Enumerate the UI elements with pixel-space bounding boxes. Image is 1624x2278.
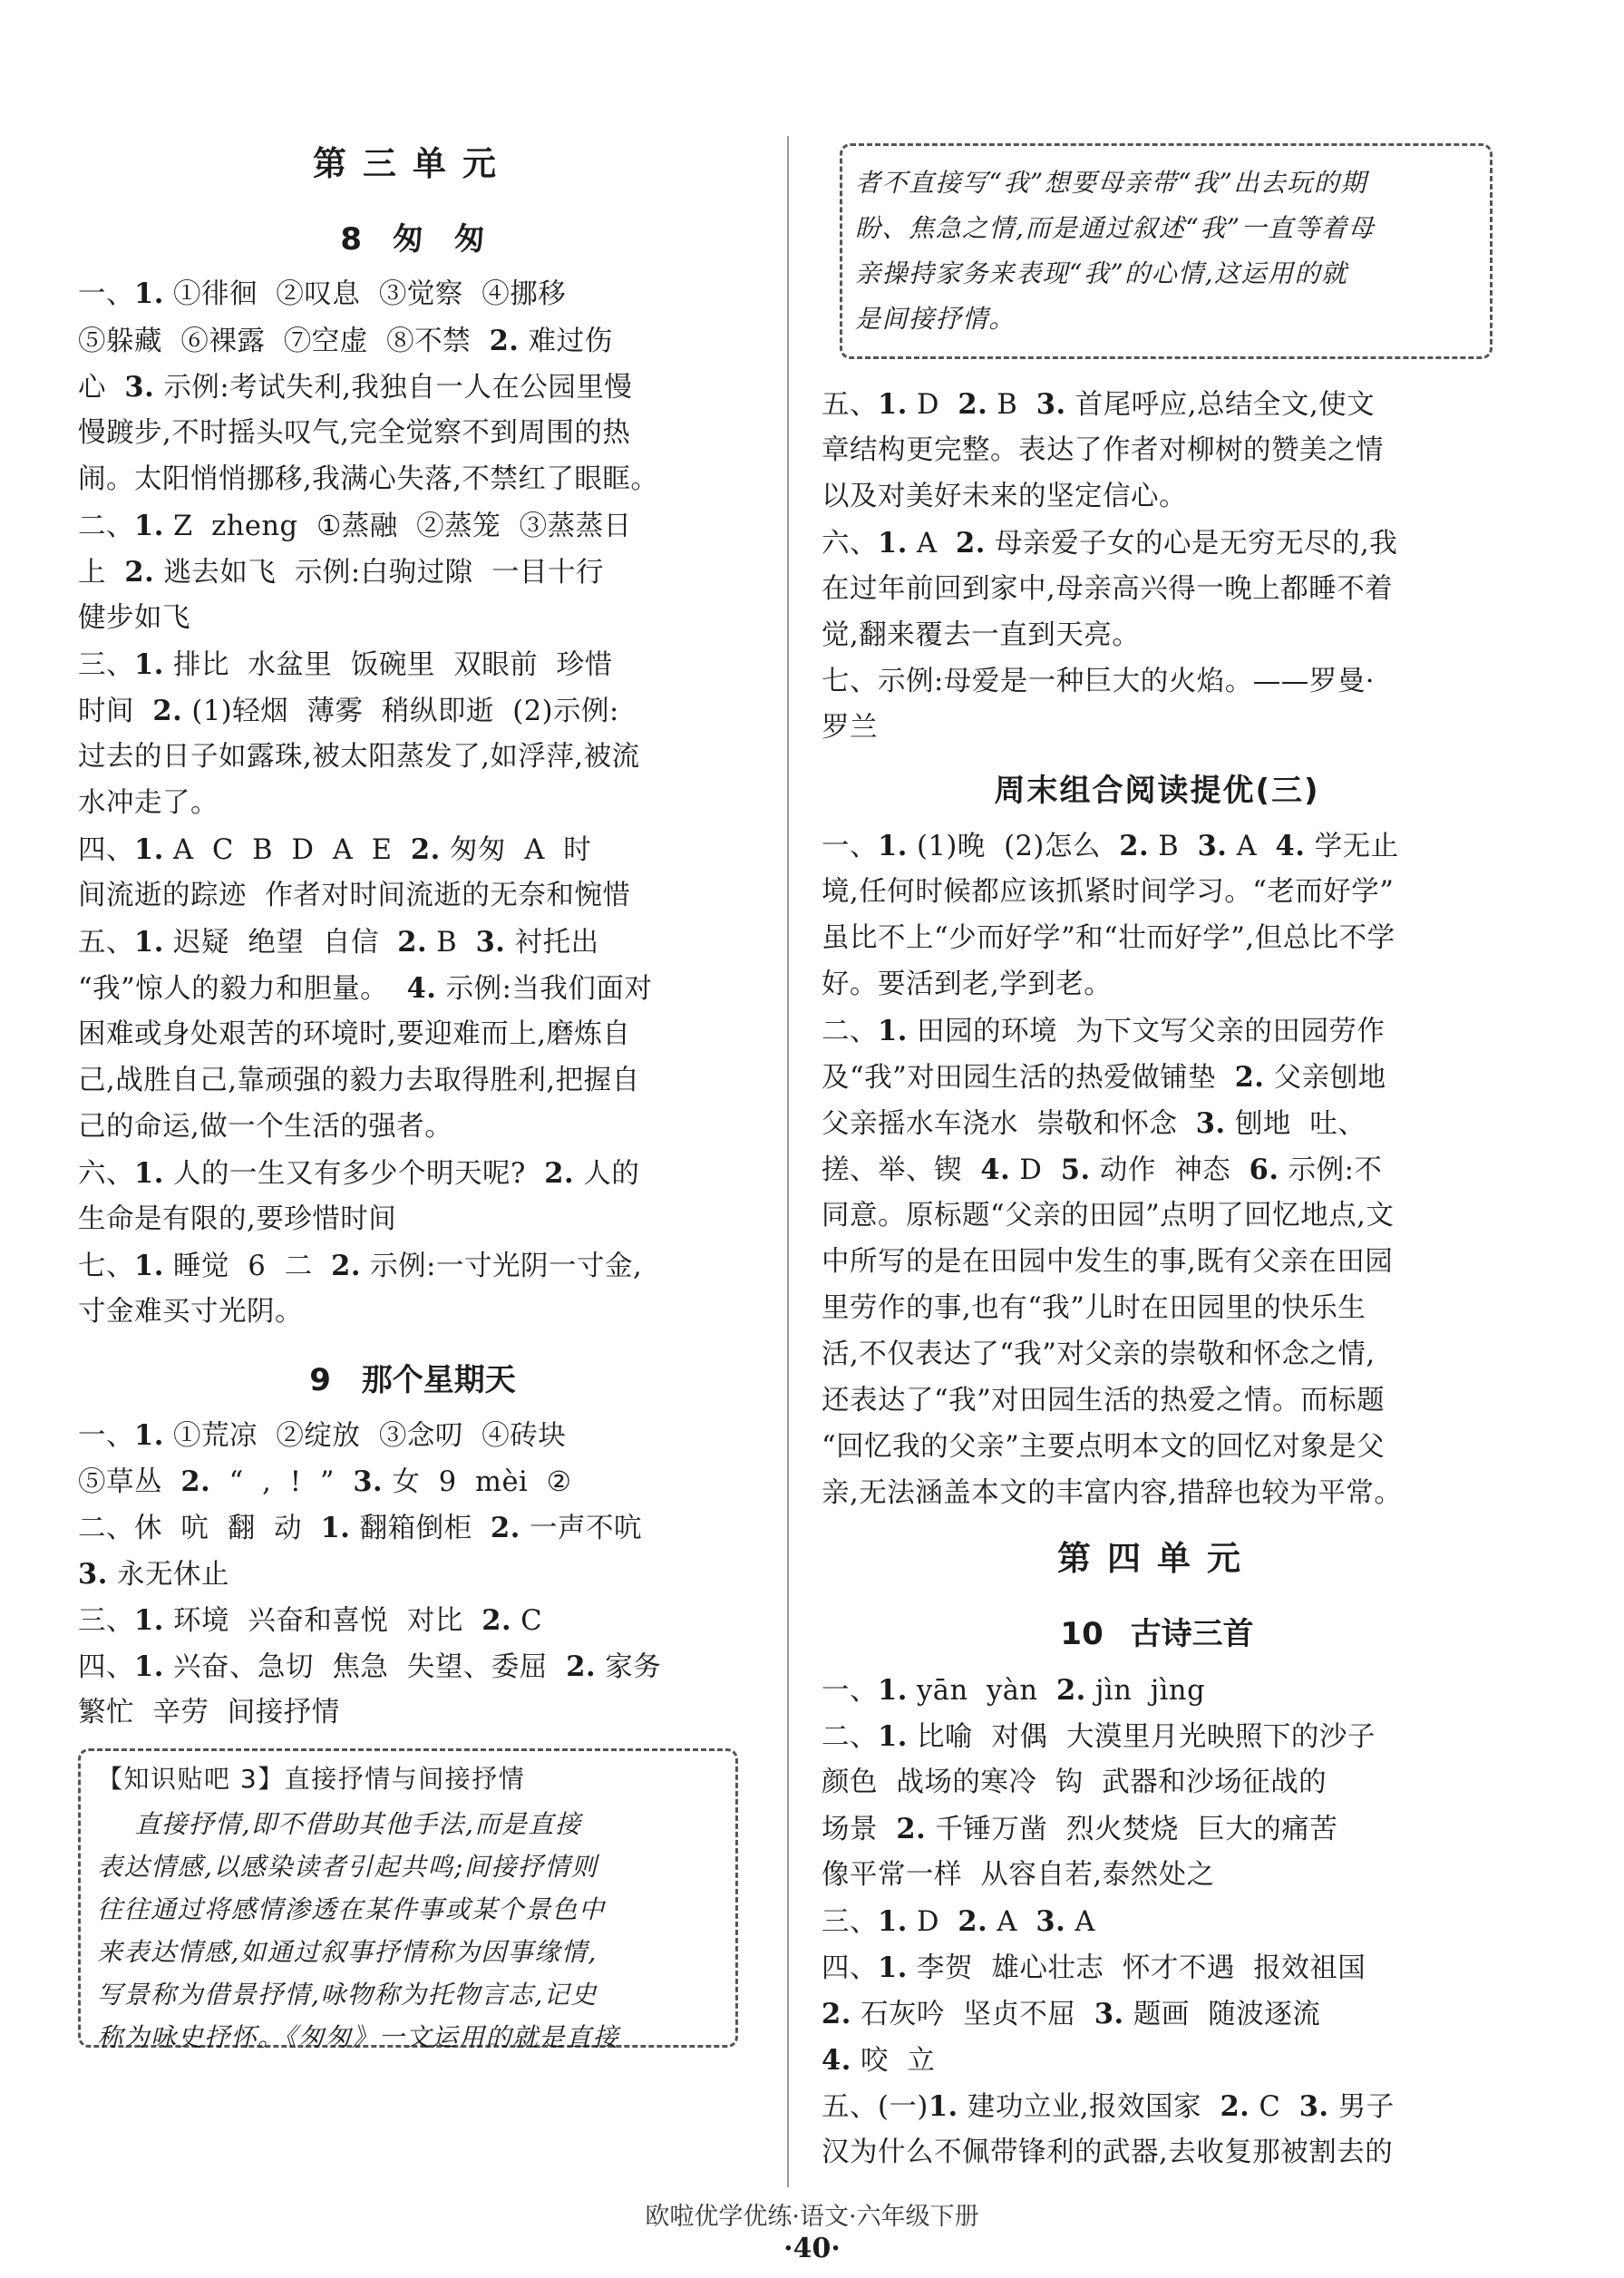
answer-line: 以及对美好未来的坚定信心。 bbox=[822, 481, 1187, 512]
knowledge-box-title: 【知识贴吧 3】直接抒情与间接抒情 bbox=[97, 1764, 526, 1794]
answer-line: 罗兰 bbox=[822, 712, 878, 744]
answer-line: ⑤草丛 2. “ , ! ” 3. 女 9 mèi ② bbox=[78, 1465, 572, 1498]
answer-line: 3. 永无休止 bbox=[78, 1558, 230, 1591]
answer-line: 四、1. 李贺 雄心壮志 怀才不遇 报效祖国 bbox=[822, 1952, 1366, 1984]
answer-line: 上 2. 逃去如飞 示例:白驹过隙 一目十行 bbox=[78, 556, 604, 589]
knowledge-line: 来表达情感,如通过叙事抒情称为因事缘情, bbox=[97, 1937, 598, 1967]
knowledge-line: 亲操持家务来表现“我”的心情,这运用的就 bbox=[855, 258, 1348, 288]
answer-line: 一、1. ①荒凉 ②绽放 ③念叨 ④砖块 bbox=[78, 1419, 567, 1452]
answer-line: 一、1. ①徘徊 ②叹息 ③觉察 ④挪移 bbox=[78, 277, 567, 310]
answer-line: 中所写的是在田园中发生的事,既有父亲在田园 bbox=[822, 1246, 1394, 1278]
knowledge-line: 盼、焦急之情,而是通过叙述“我”一直等着母 bbox=[855, 213, 1376, 243]
answer-line: ⑤躲藏 ⑥裸露 ⑦空虚 ⑧不禁 2. 难过伤 bbox=[78, 325, 613, 357]
answer-line: 里劳作的事,也有“我”儿时在田园里的快乐生 bbox=[822, 1292, 1366, 1324]
answer-line: 二、1. 田园的环境 为下文写父亲的田园劳作 bbox=[822, 1015, 1386, 1047]
answer-line: 2. 石灰吟 坚贞不屈 3. 题画 随波逐流 bbox=[822, 1998, 1321, 2030]
answer-line: 4. 咬 立 bbox=[822, 2044, 936, 2077]
column-divider bbox=[787, 136, 789, 2187]
answer-line: 像平常一样 从容自若,泰然处之 bbox=[822, 1859, 1215, 1891]
lesson-9-title: 9 那个星期天 bbox=[309, 1362, 516, 1398]
answer-line: 生命是有限的,要珍惜时间 bbox=[78, 1203, 397, 1235]
knowledge-line: 是间接抒情。 bbox=[855, 304, 1016, 334]
answer-line: 水冲走了。 bbox=[78, 787, 219, 819]
answer-line: 七、1. 睡觉 6 二 2. 示例:一寸光阴一寸金, bbox=[78, 1250, 643, 1282]
answer-line: 五、1. D 2. B 3. 首尾呼应,总结全文,使文 bbox=[822, 388, 1376, 421]
answer-line: 五、1. 迟疑 绝望 自信 2. B 3. 衬托出 bbox=[78, 926, 599, 959]
knowledge-box bbox=[78, 1748, 738, 2052]
page-number: ·40· bbox=[783, 2233, 841, 2264]
answer-line: 在过年前回到家中,母亲高兴得一晚上都睡不着 bbox=[822, 573, 1394, 605]
answer-line: 七、示例:母爱是一种巨大的火焰。——罗曼· bbox=[822, 666, 1375, 697]
answer-line: 三、1. D 2. A 3. A bbox=[822, 1905, 1095, 1938]
answer-line: 四、1. 兴奋、急切 焦急 失望、委屈 2. 家务 bbox=[78, 1650, 662, 1683]
answer-line: 己的命运,做一个生活的强者。 bbox=[78, 1111, 453, 1143]
answer-line: 过去的日子如露珠,被太阳蒸发了,如浮萍,被流 bbox=[78, 741, 640, 773]
answer-line: 好。要活到老,学到老。 bbox=[822, 969, 1113, 1000]
answer-line: 虽比不上“少而好学”和“壮而好学”,但总比不学 bbox=[822, 922, 1395, 954]
answer-line: 觉,翻来覆去一直到天亮。 bbox=[822, 619, 1141, 651]
answer-line: 境,任何时候都应该抓紧时间学习。“老而好学” bbox=[822, 876, 1395, 908]
answer-line: 六、1. 人的一生又有多少个明天呢? 2. 人的 bbox=[78, 1157, 640, 1190]
unit-4-heading: 第四单元 bbox=[1057, 1539, 1257, 1578]
knowledge-line: 表达情感,以感染读者引起共鸣;间接抒情则 bbox=[97, 1852, 598, 1882]
answer-line: 健步如飞 bbox=[78, 602, 190, 634]
answer-line: 三、1. 环境 兴奋和喜悦 对比 2. C bbox=[78, 1604, 543, 1637]
answer-line: 己,战胜自己,靠顽强的毅力去取得胜利,把握自 bbox=[78, 1065, 640, 1096]
answer-line: 汉为什么不佩带锋利的武器,去收复那被割去的 bbox=[822, 2137, 1394, 2168]
answer-line: 还表达了“我”对田园生活的热爱之情。而标题 bbox=[822, 1385, 1386, 1416]
book-footer: 欧啦优学优练·语文·六年级下册 bbox=[645, 2203, 979, 2231]
lesson-10-title: 10 古诗三首 bbox=[1060, 1616, 1254, 1652]
answer-line: 心 3. 示例:考试失利,我独自一人在公园里慢 bbox=[78, 371, 633, 404]
answer-line: 同意。原标题“父亲的田园”点明了回忆地点,文 bbox=[822, 1200, 1395, 1231]
answer-line: 二、休 吭 翻 动 1. 翻箱倒柜 2. 一声不吭 bbox=[78, 1512, 643, 1544]
answer-line: 父亲摇水车浇水 崇敬和怀念 3. 刨地 吐、 bbox=[822, 1107, 1366, 1140]
answer-line: 二、1. Z zheng ①蒸融 ②蒸笼 ③蒸蒸日 bbox=[78, 510, 632, 542]
answer-line: 四、1. A C B D A E 2. 匆匆 A 时 bbox=[78, 833, 592, 866]
answer-line: 二、1. 比喻 对偶 大漠里月光映照下的沙子 bbox=[822, 1720, 1376, 1753]
answer-line: 及“我”对田园生活的热爱做铺垫 2. 父亲刨地 bbox=[822, 1061, 1386, 1094]
knowledge-line: 往往通过将感情渗透在某件事或某个景色中 bbox=[97, 1894, 606, 1924]
knowledge-box-continued bbox=[840, 143, 1493, 359]
weekend-reading-title: 周末组合阅读提优(三) bbox=[994, 773, 1320, 809]
answer-line: 寸金难买寸光阴。 bbox=[78, 1296, 303, 1328]
answer-line: 间流逝的踪迹 作者对时间流逝的无奈和惋惜 bbox=[78, 880, 631, 911]
answer-line: 时间 2. (1)轻烟 薄雾 稍纵即逝 (2)示例: bbox=[78, 695, 619, 727]
answer-line: 三、1. 排比 水盆里 饭碗里 双眼前 珍惜 bbox=[78, 648, 613, 681]
answer-line: 颜色 战场的寒冷 钩 武器和沙场征战的 bbox=[822, 1767, 1327, 1798]
knowledge-line: 直接抒情,即不借助其他手法,而是直接 bbox=[97, 1809, 582, 1839]
answer-line: “我”惊人的毅力和胆量。 4. 示例:当我们面对 bbox=[78, 972, 653, 1005]
answer-line: 活,不仅表达了“我”对父亲的崇敬和怀念之情, bbox=[822, 1339, 1376, 1370]
answer-line: 场景 2. 千锤万凿 烈火焚烧 巨大的痛苦 bbox=[822, 1813, 1338, 1845]
answer-line: 一、1. (1)晚 (2)怎么 2. B 3. A 4. 学无止 bbox=[822, 830, 1399, 862]
answer-line: 五、(一)1. 建功立业,报效国家 2. C 3. 男子 bbox=[822, 2090, 1395, 2123]
answer-line: 搓、举、锲 4. D 5. 动作 神态 6. 示例:不 bbox=[822, 1154, 1383, 1186]
knowledge-line: 写景称为借景抒情,咏物称为托物言志,记史 bbox=[97, 1980, 598, 2010]
lesson-8-title: 8 匆 匆 bbox=[340, 221, 485, 258]
answer-line: 一、1. yān yàn 2. jìn jìng bbox=[822, 1674, 1206, 1707]
answer-line: 慢踱步,不时摇头叹气,完全觉察不到周围的热 bbox=[78, 417, 631, 449]
answer-line: 困难或身处艰苦的环境时,要迎难而上,磨炼自 bbox=[78, 1018, 631, 1050]
knowledge-line: 称为咏史抒怀。《匆匆》一文运用的就是直接 bbox=[97, 2022, 620, 2052]
answer-line: 繁忙 辛劳 间接抒情 bbox=[78, 1697, 340, 1728]
knowledge-line: 者不直接写“我”想要母亲带“我”出去玩的期 bbox=[855, 168, 1367, 198]
answer-line: 亲,无法涵盖本文的丰富内容,措辞也较为平常。 bbox=[822, 1477, 1403, 1509]
answer-line: 章结构更完整。表达了作者对柳树的赞美之情 bbox=[822, 434, 1384, 466]
answer-line: 闹。太阳悄悄挪移,我满心失落,不禁红了眼眶。 bbox=[78, 463, 659, 495]
answer-line: 六、1. A 2. 母亲爱子女的心是无穷无尽的,我 bbox=[822, 527, 1398, 560]
answer-line: “回忆我的父亲”主要点明本文的回忆对象是父 bbox=[822, 1431, 1386, 1463]
unit-3-heading: 第三单元 bbox=[313, 144, 512, 183]
